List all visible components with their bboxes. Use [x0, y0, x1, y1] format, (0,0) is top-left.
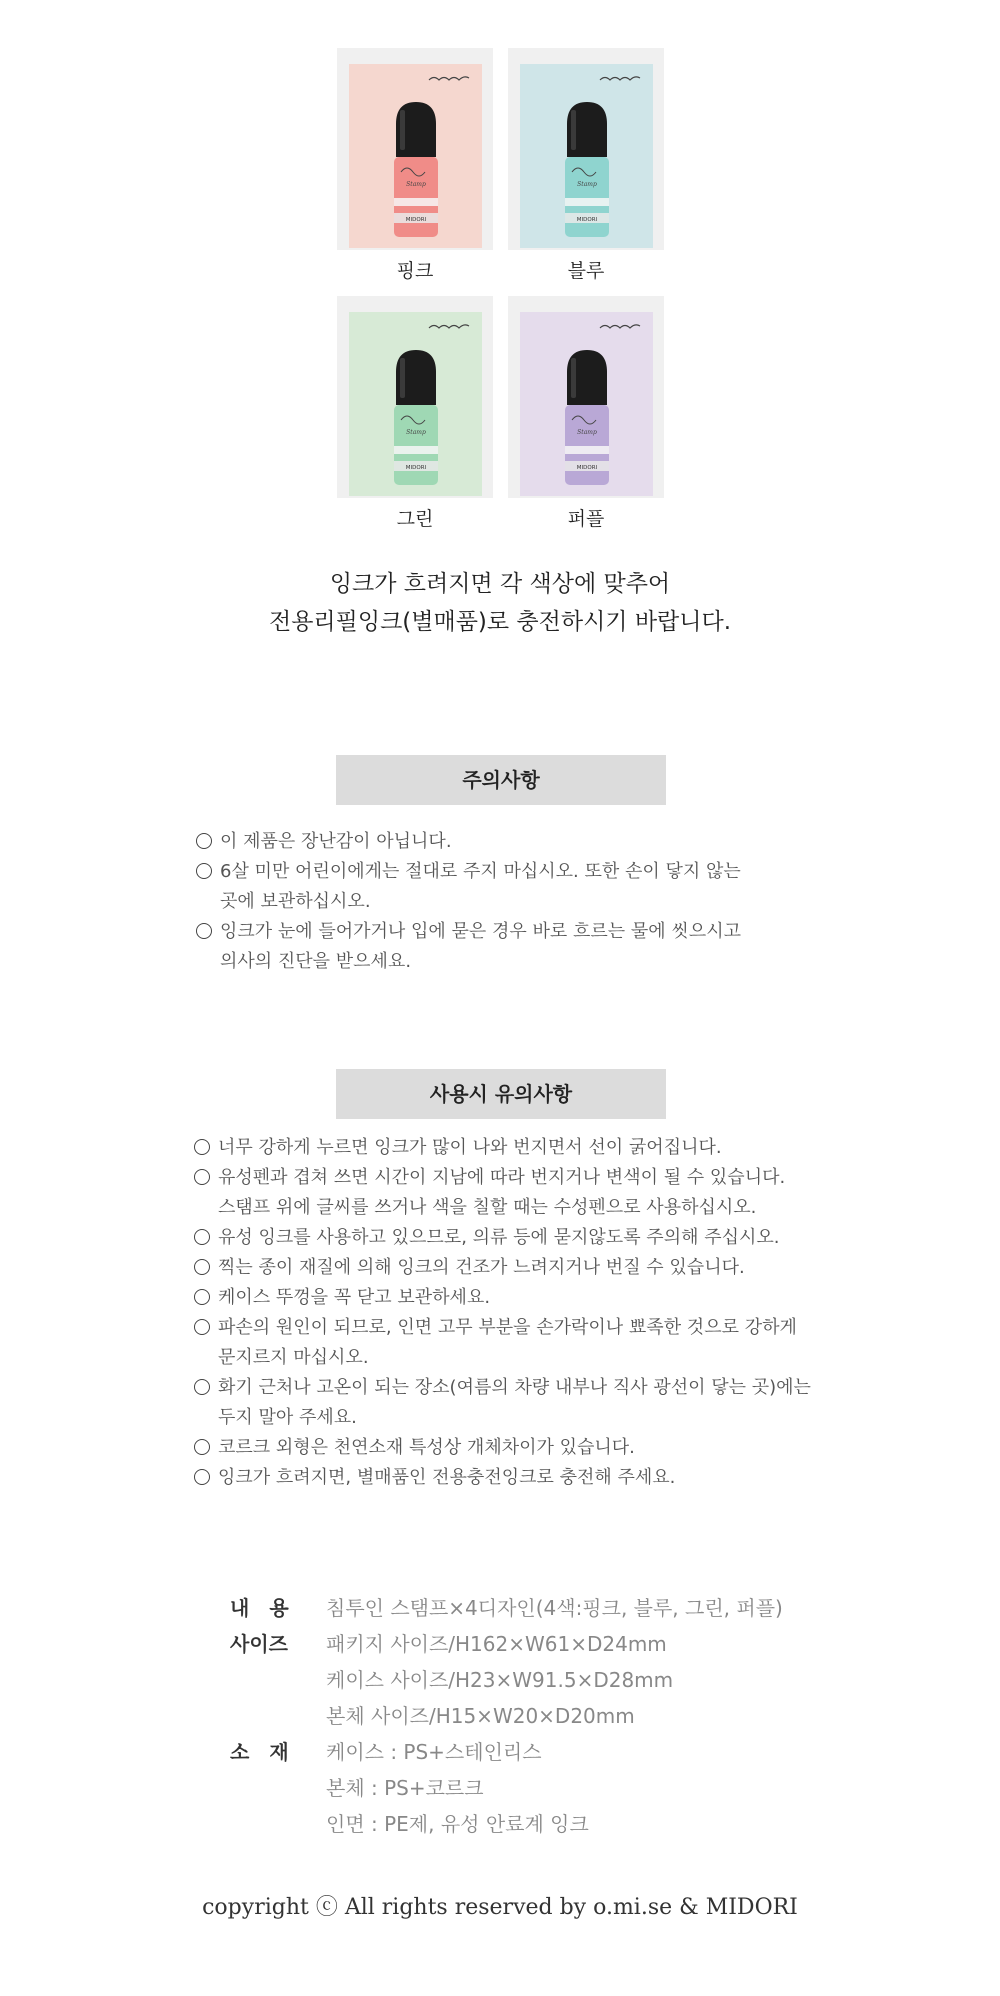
caution-list	[196, 827, 741, 977]
note-line: 잉크가 흐려지면, 별매품인 전용충전잉크로 충전해 주세요.	[218, 1467, 676, 1488]
refill-note-line-2: 전용리필잉크(별매품)로 충전하시기 바랍니다.	[268, 609, 732, 635]
stamp-bottle-icon	[562, 350, 612, 488]
note-line: 이 제품은 장난감이 아닙니다.	[220, 831, 452, 852]
note-line: 스탬프 위에 글씨를 쓰거나 색을 칠할 때는 수성펜으로 사용하십시오.	[218, 1197, 757, 1218]
product-label: 퍼플	[567, 508, 605, 530]
spec-value: 케이스 : PS+스테인리스	[326, 1740, 542, 1764]
note-line: 찍는 종이 재질에 의해 잉크의 건조가 느려지거나 번질 수 있습니다.	[218, 1257, 745, 1278]
spec-row	[230, 1590, 783, 1626]
usage-list	[194, 1133, 811, 1493]
package-card	[520, 312, 653, 496]
brand-logo-icon	[599, 322, 643, 330]
usage-item	[194, 1373, 811, 1433]
note-line: 파손의 원인이 되므로, 인면 고무 부분을 손가락이나 뾰족한 것으로 강하게	[218, 1317, 797, 1338]
package-card	[520, 64, 653, 248]
product-label: 핑크	[396, 260, 434, 282]
spec-value: 패키지 사이즈/H162×W61×D24mm	[326, 1632, 667, 1656]
usage-title: 사용시 유의사항	[336, 1069, 666, 1119]
product-card-blue	[508, 48, 664, 283]
note-line: 코르크 외형은 천연소재 특성상 개체차이가 있습니다.	[218, 1437, 635, 1458]
product-card-pink	[337, 48, 493, 283]
product-card-purple	[508, 296, 664, 531]
caution-item	[196, 827, 741, 857]
product-image	[508, 296, 664, 498]
note-line: 잉크가 눈에 들어가거나 입에 묻은 경우 바로 흐르는 물에 씻으시고	[220, 921, 741, 942]
stamp-bottle-icon	[391, 102, 441, 240]
bottle-brand-text: Stamp	[577, 181, 597, 188]
refill-note-line-1: 잉크가 흐려지면 각 색상에 맞추어	[329, 571, 671, 597]
bottle-maker-text: MIDORI	[576, 217, 598, 223]
usage-item	[194, 1163, 811, 1223]
usage-item	[194, 1463, 811, 1493]
caution-item	[196, 917, 741, 977]
product-label: 그린	[396, 508, 434, 530]
brand-logo-icon	[599, 74, 643, 82]
note-line: 유성 잉크를 사용하고 있으므로, 의류 등에 묻지않도록 주의해 주십시오.	[218, 1227, 780, 1248]
spec-row	[230, 1626, 783, 1734]
brand-logo-icon	[428, 74, 472, 82]
usage-item	[194, 1223, 811, 1253]
circle-bullet-icon	[196, 833, 212, 849]
stamp-bottle-icon	[391, 350, 441, 488]
spec-values	[326, 1626, 673, 1734]
note-line: 6살 미만 어린이에게는 절대로 주지 마십시오. 또한 손이 닿지 않는	[220, 861, 741, 882]
note-line: 의사의 진단을 받으세요.	[220, 951, 412, 972]
usage-item	[194, 1283, 811, 1313]
circle-bullet-icon	[196, 923, 212, 939]
spec-value: 인면 : PE제, 유성 안료계 잉크	[326, 1812, 589, 1836]
spec-label: 사이즈	[230, 1632, 288, 1656]
circle-bullet-icon	[194, 1379, 210, 1395]
brand-logo-icon	[428, 322, 472, 330]
bottle-brand-text: Stamp	[577, 429, 597, 436]
note-line: 너무 강하게 누르면 잉크가 많이 나와 번지면서 선이 굵어집니다.	[218, 1137, 722, 1158]
spec-value: 케이스 사이즈/H23×W91.5×D28mm	[326, 1668, 674, 1692]
note-line: 유성펜과 겹쳐 쓰면 시간이 지남에 따라 번지거나 변색이 될 수 있습니다.	[218, 1167, 786, 1188]
refill-note	[0, 565, 1000, 641]
spec-values	[326, 1590, 783, 1626]
spec-table	[230, 1590, 783, 1842]
usage-item	[194, 1253, 811, 1283]
bottle-maker-text: MIDORI	[405, 217, 427, 223]
circle-bullet-icon	[194, 1169, 210, 1185]
circle-bullet-icon	[194, 1439, 210, 1455]
caution-title: 주의사항	[336, 755, 666, 805]
circle-bullet-icon	[194, 1259, 210, 1275]
note-line: 곳에 보관하십시오.	[220, 891, 371, 912]
usage-item	[194, 1133, 811, 1163]
copyright: copyright ⓒ All rights reserved by o.mi.se & MIDORI	[202, 1895, 798, 1920]
product-image	[337, 48, 493, 250]
package-card	[349, 64, 482, 248]
bottle-brand-text: Stamp	[406, 181, 426, 188]
circle-bullet-icon	[194, 1289, 210, 1305]
product-image	[508, 48, 664, 250]
spec-label: 내 용	[230, 1596, 289, 1620]
usage-item	[194, 1433, 811, 1463]
bottle-brand-text: Stamp	[406, 429, 426, 436]
product-image	[337, 296, 493, 498]
bottle-maker-text: MIDORI	[405, 465, 427, 471]
note-line: 문지르지 마십시오.	[218, 1347, 369, 1368]
circle-bullet-icon	[194, 1229, 210, 1245]
circle-bullet-icon	[194, 1469, 210, 1485]
bottle-maker-text: MIDORI	[576, 465, 598, 471]
circle-bullet-icon	[194, 1319, 210, 1335]
spec-row	[230, 1734, 783, 1842]
spec-value: 본체 : PS+코르크	[326, 1776, 484, 1800]
caution-item	[196, 857, 741, 917]
usage-item	[194, 1313, 811, 1373]
package-card	[349, 312, 482, 496]
note-line: 케이스 뚜껑을 꼭 닫고 보관하세요.	[218, 1287, 491, 1308]
note-line: 두지 말아 주세요.	[218, 1407, 357, 1428]
product-card-green	[337, 296, 493, 531]
circle-bullet-icon	[196, 863, 212, 879]
stamp-bottle-icon	[562, 102, 612, 240]
spec-values	[326, 1734, 589, 1842]
spec-label: 소 재	[230, 1740, 289, 1764]
circle-bullet-icon	[194, 1139, 210, 1155]
spec-value: 본체 사이즈/H15×W20×D20mm	[326, 1704, 635, 1728]
note-line: 화기 근처나 고온이 되는 장소(여름의 차량 내부나 직사 광선이 닿는 곳)에는	[218, 1377, 811, 1398]
spec-value: 침투인 스탬프×4디자인(4색:핑크, 블루, 그린, 퍼플)	[326, 1596, 783, 1620]
product-label: 블루	[567, 260, 605, 282]
